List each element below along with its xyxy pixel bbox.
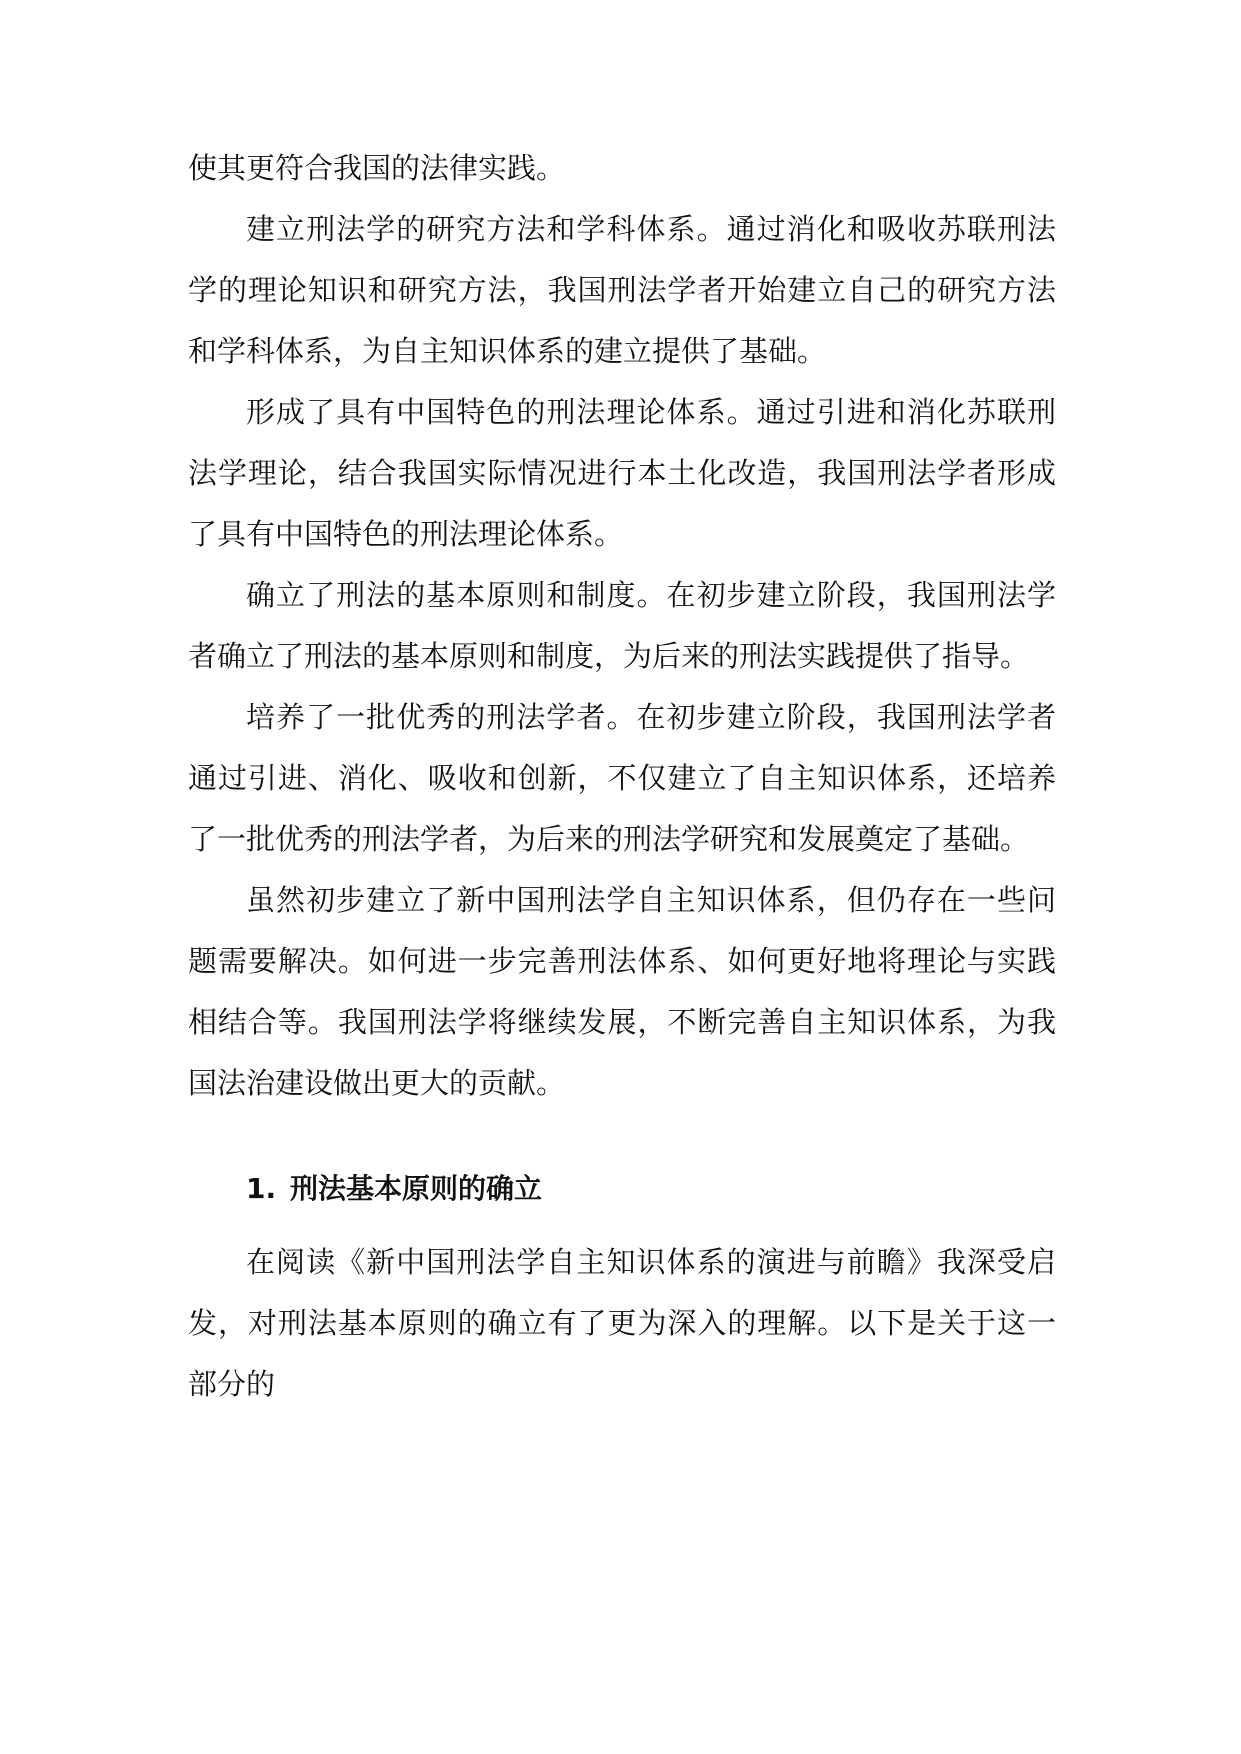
document-body: [188, 138, 1056, 1415]
paragraph-scholars: 培养了一批优秀的刑法学者。在初步建立阶段，我国刑法学者通过引进、消化、吸收和创新，不仅建立了自主知识体系，还培养了一批优秀的刑法学者，为后来的刑法学研究和发展奠定了基础。: [188, 700, 1056, 856]
section-heading: [188, 1158, 1056, 1219]
paragraph-theory-system: 形成了具有中国特色的刑法理论体系。通过引进和消化苏联刑法学理论，结合我国实际情况进行本土化改造，我国刑法学者形成了具有中国特色的刑法理论体系。: [188, 395, 1056, 551]
section-heading-title: 刑法基本原则的确立: [290, 1172, 543, 1205]
paragraph-research-methods: 建立刑法学的研究方法和学科体系。通过消化和吸收苏联刑法学的理论知识和研究方法，我国刑法学者开始建立自己的研究方法和学科体系，为自主知识体系的建立提供了基础。: [188, 212, 1056, 368]
paragraph-problems: 虽然初步建立了新中国刑法学自主知识体系，但仍存在一些问题需要解决。如何进一步完善刑法体系、如何更好地将理论与实践相结合等。我国刑法学将继续发展，不断完善自主知识体系，为我国法治建设做出更大的贡献。: [188, 883, 1056, 1100]
section-heading-number: 1.: [246, 1172, 277, 1205]
paragraph-basic-principles: 确立了刑法的基本原则和制度。在初步建立阶段，我国刑法学者确立了刑法的基本原则和制度，为后来的刑法实践提供了指导。: [188, 578, 1056, 673]
paragraph-reading-reflection: 在阅读《新中国刑法学自主知识体系的演进与前瞻》我深受启发，对刑法基本原则的确立有了更为深入的理解。以下是关于这一部分的: [188, 1245, 1056, 1401]
paragraph-continuation: 使其更符合我国的法律实践。: [188, 151, 566, 185]
